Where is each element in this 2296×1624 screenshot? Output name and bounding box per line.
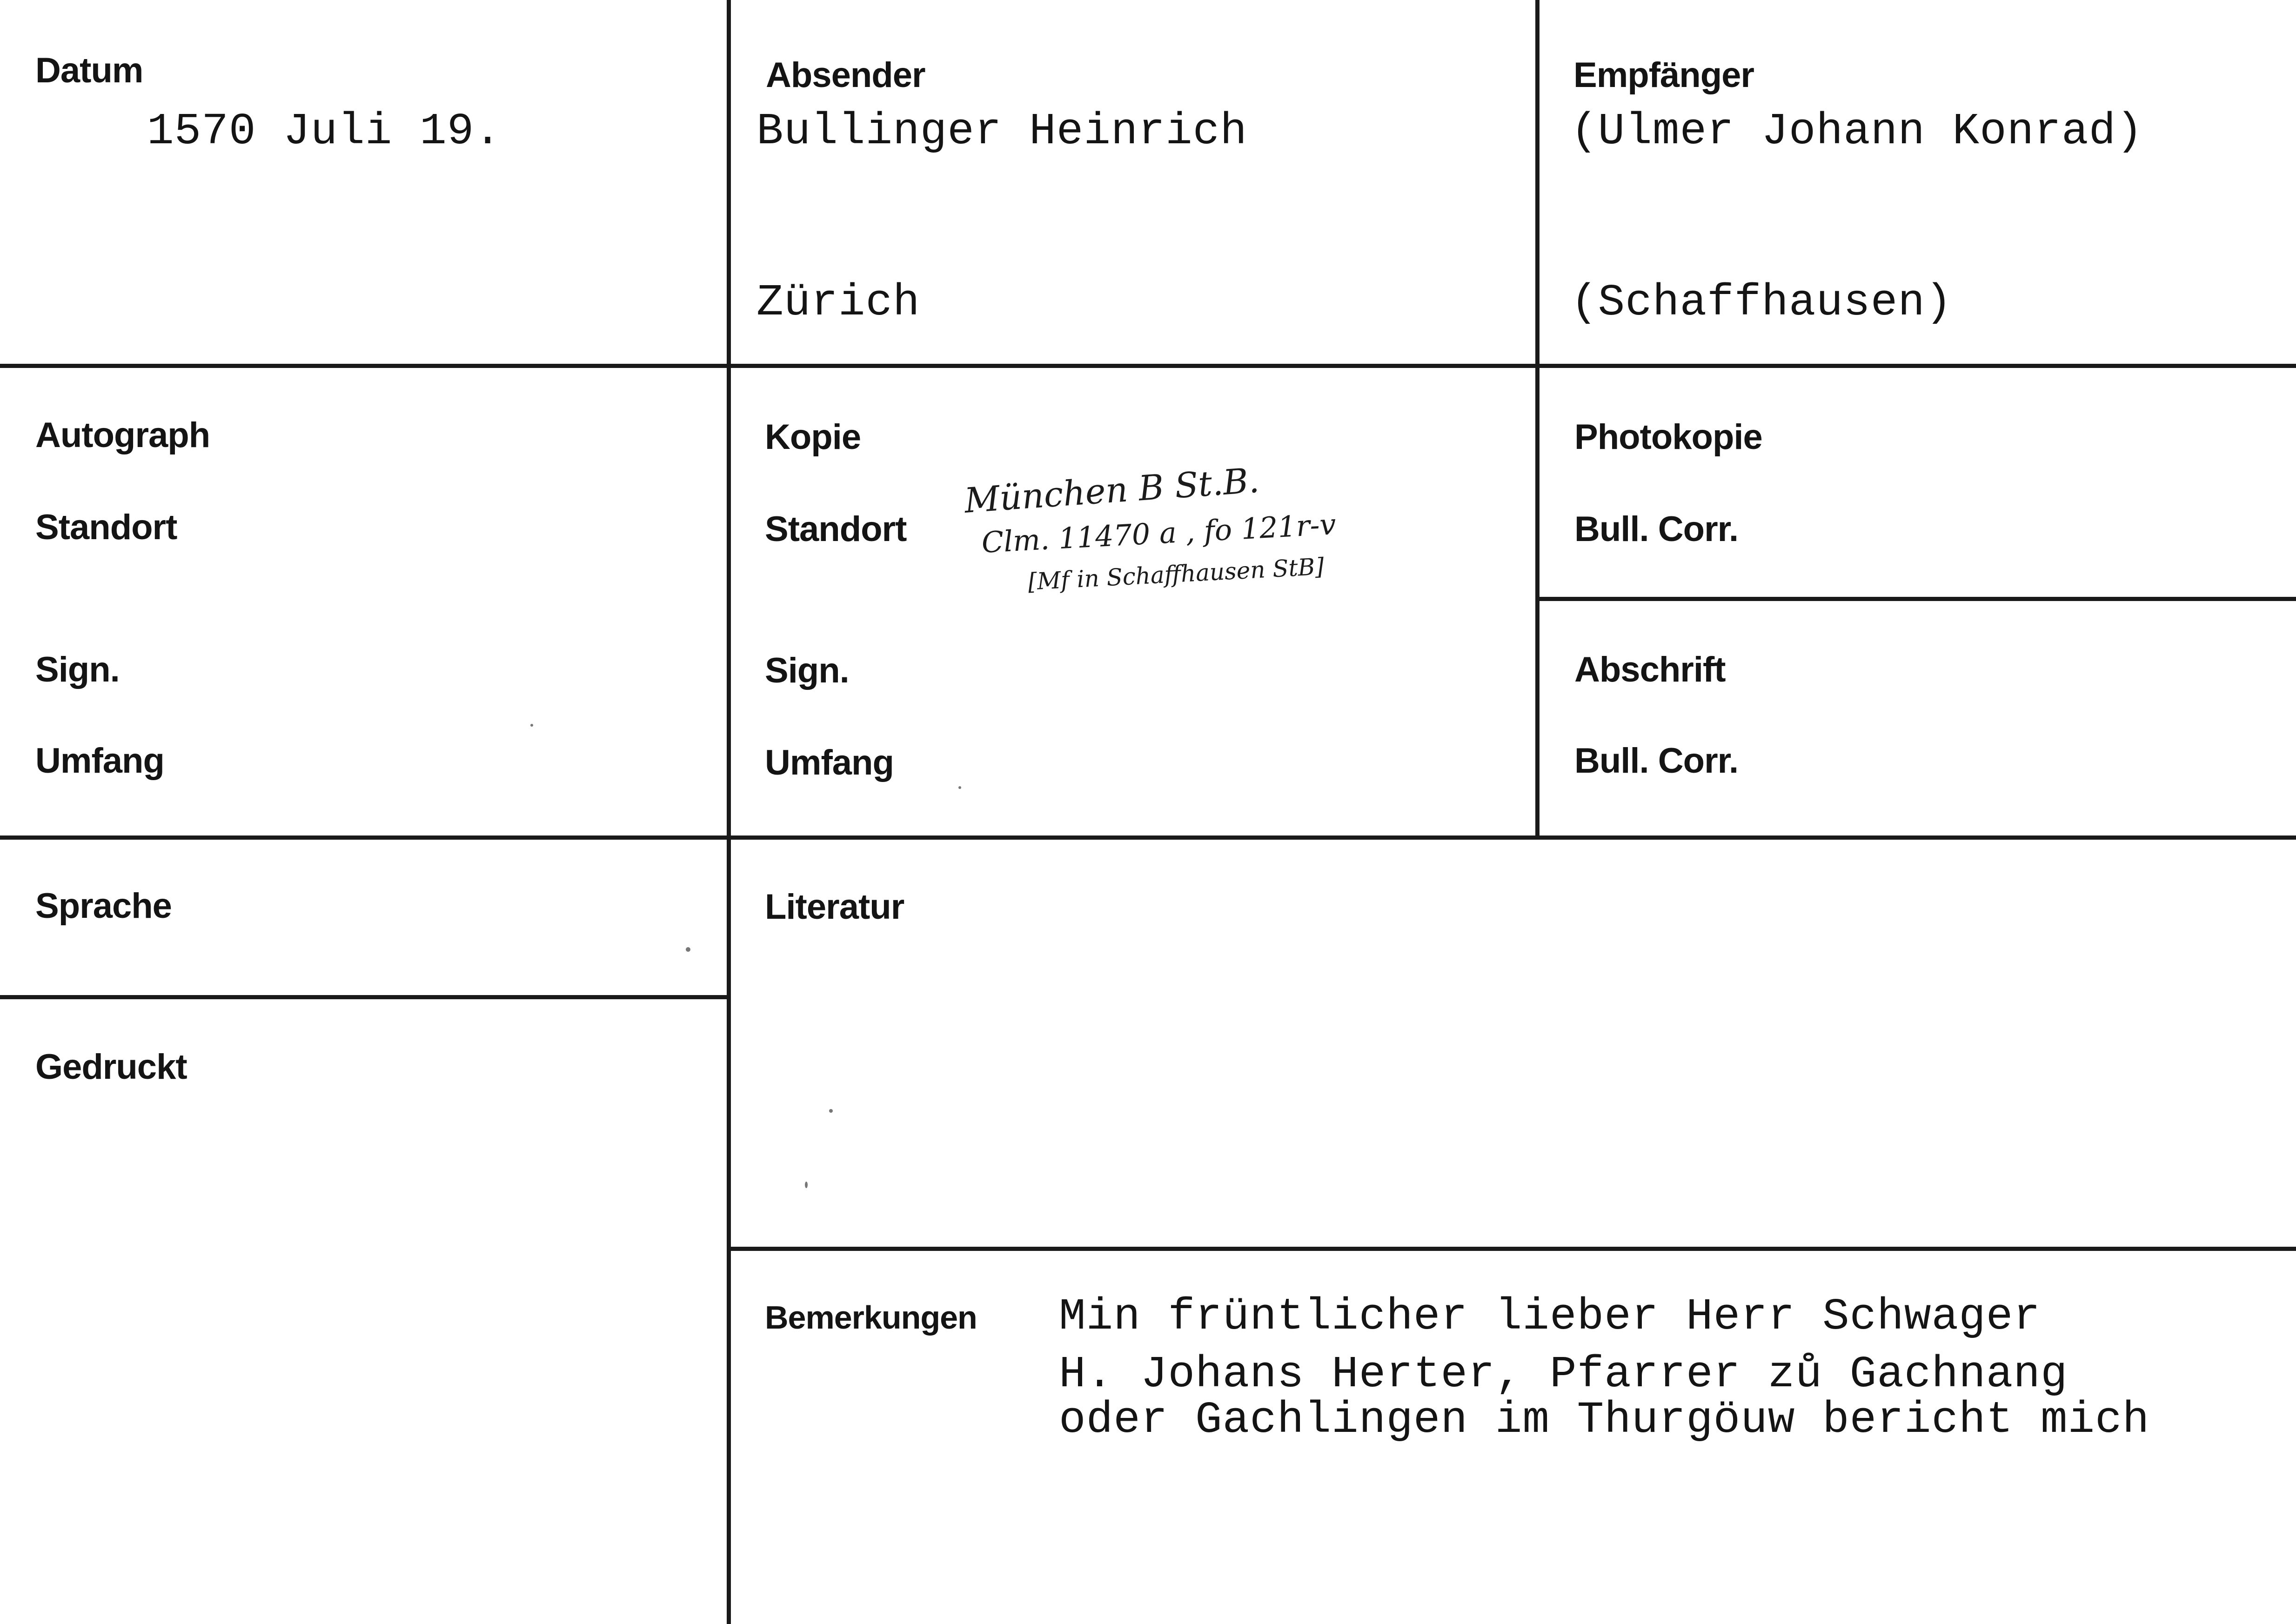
- divider-photokopie-abschrift: [1535, 597, 2296, 601]
- label-literatur: Literatur: [765, 887, 904, 927]
- label-umfang-mid: Umfang: [765, 743, 894, 782]
- scan-speck: [805, 1182, 808, 1188]
- bemerkungen-line-3: oder Gachlingen im Thurgöuw bericht mich: [1059, 1395, 2150, 1445]
- divider-left-column: [727, 0, 731, 1624]
- label-bemerkungen: Bemerkungen: [765, 1299, 977, 1336]
- divider-sprache-gedruckt: [0, 995, 729, 999]
- value-empfaenger-name: (Ulmer Johann Konrad): [1571, 106, 2143, 157]
- label-photokopie: Photokopie: [1574, 417, 1762, 457]
- scan-speck: [530, 724, 533, 727]
- label-abschrift: Abschrift: [1574, 650, 1726, 689]
- label-empfaenger: Empfänger: [1573, 55, 1754, 95]
- label-sprache: Sprache: [35, 886, 172, 926]
- divider-literatur-bemerkungen: [729, 1247, 2296, 1251]
- handwritten-line-2: Clm. 11470 a , fo 121r-v: [981, 507, 1337, 560]
- value-absender-name: Bullinger Heinrich: [756, 106, 1247, 157]
- label-kopie: Kopie: [765, 417, 861, 457]
- label-autograph: Autograph: [35, 415, 210, 455]
- handwritten-line-3: [Mf in Schaffhausen StB]: [1027, 553, 1325, 595]
- label-absender: Absender: [766, 55, 925, 95]
- label-standort-mid: Standort: [765, 509, 907, 549]
- label-umfang-left: Umfang: [35, 741, 164, 781]
- bemerkungen-line-2: H. Johans Herter, Pfarrer zů Gachnang: [1059, 1349, 2068, 1400]
- label-gedruckt: Gedruckt: [35, 1047, 187, 1087]
- value-datum: 1570 Juli 19.: [147, 106, 502, 157]
- scan-speck: [958, 786, 961, 789]
- label-sign-left: Sign.: [35, 650, 120, 689]
- label-datum: Datum: [35, 51, 143, 90]
- scan-speck: [686, 947, 690, 952]
- divider-archive-row: [0, 835, 2296, 840]
- handwritten-line-1: München B St.B.: [963, 460, 1261, 521]
- scan-speck: [829, 1109, 833, 1113]
- value-empfaenger-ort: (Schaffhausen): [1571, 277, 1953, 328]
- value-absender-ort: Zürich: [756, 277, 920, 328]
- label-sign-mid: Sign.: [765, 651, 849, 690]
- value-photokopie: Bull. Corr.: [1574, 509, 1739, 549]
- bemerkungen-line-1: Min früntlicher lieber Herr Schwager: [1059, 1291, 2041, 1342]
- value-abschrift: Bull. Corr.: [1574, 741, 1739, 781]
- divider-header-row: [0, 364, 2296, 368]
- label-standort-left: Standort: [35, 508, 177, 547]
- divider-right-column: [1535, 0, 1540, 837]
